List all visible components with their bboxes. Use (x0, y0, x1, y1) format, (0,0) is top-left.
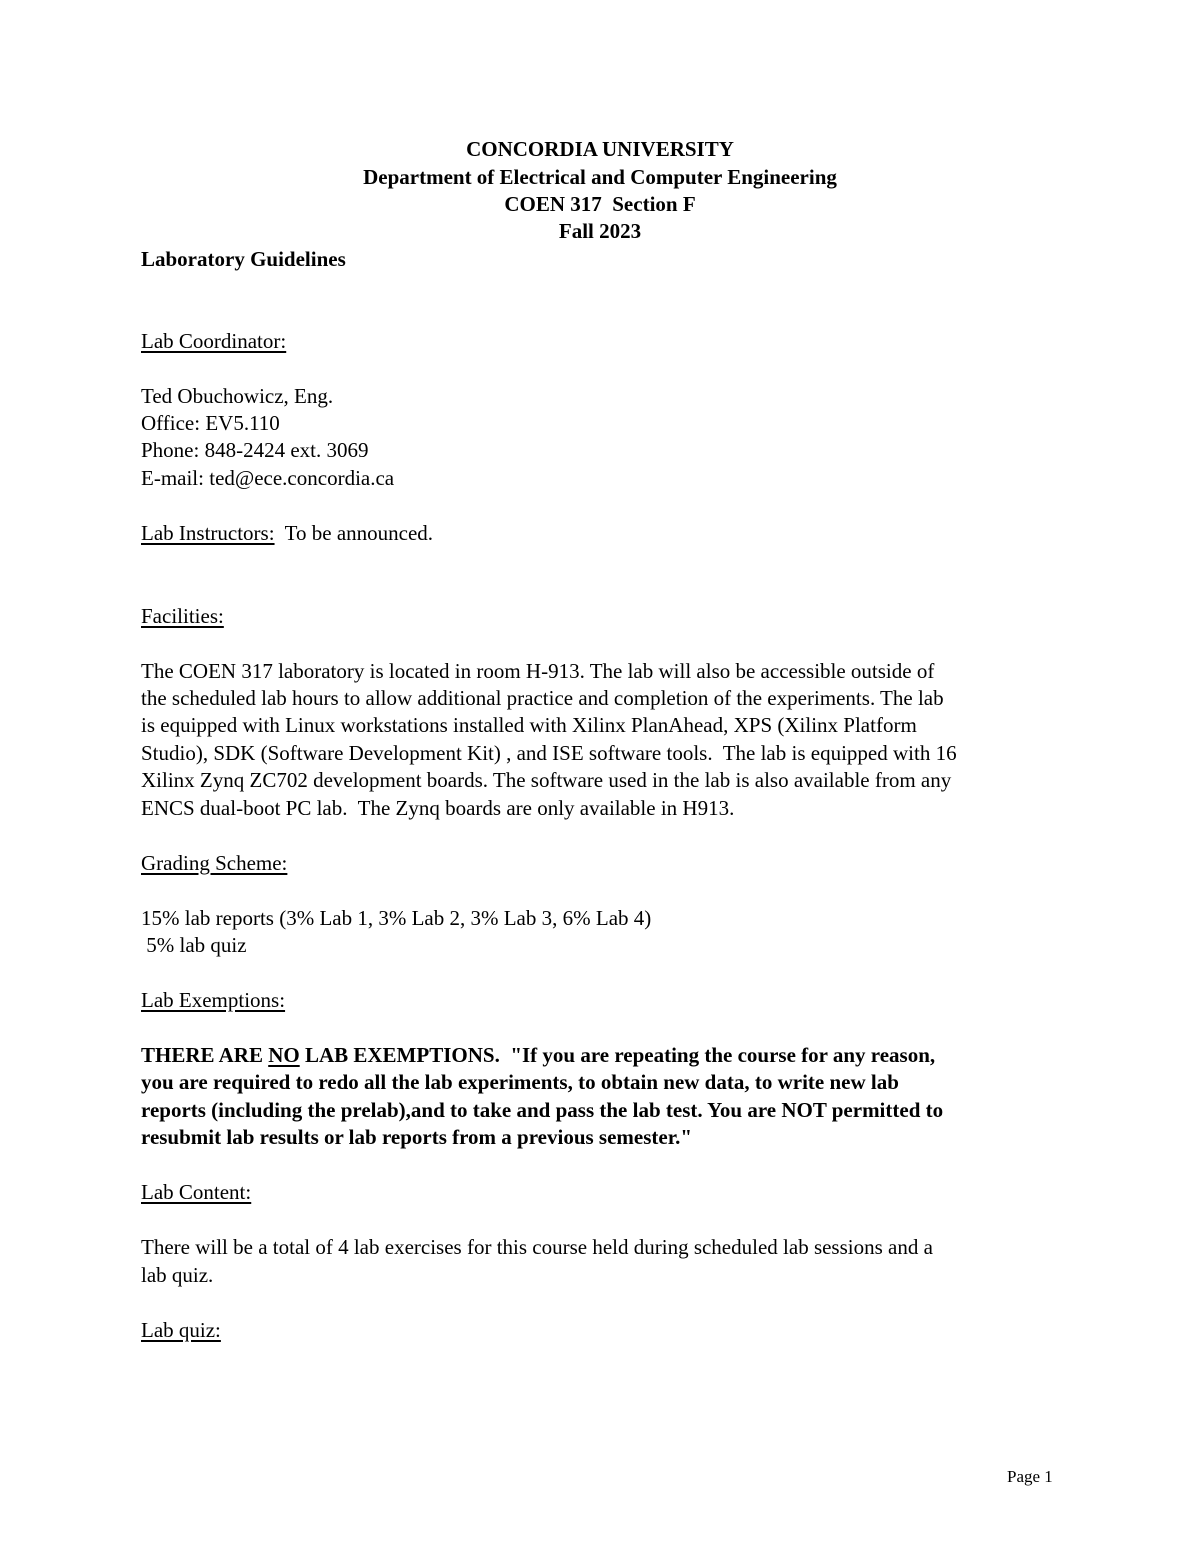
department-name: Department of Electrical and Computer Engineering (363, 165, 837, 189)
facilities-line: the scheduled lab hours to allow additional practice and completion of the experiments. The lab (141, 686, 944, 710)
facilities-line: is equipped with Linux workstations installed with Xilinx PlanAhead, XPS (Xilinx Platform (141, 713, 917, 737)
exemptions-line: resubmit lab results or lab reports from a previous semester." (141, 1125, 693, 1149)
exemptions-line: reports (including the prelab),and to take and pass the lab test. You are NOT permitted to (141, 1098, 944, 1122)
instructors-heading: Lab Instructors: (141, 521, 275, 545)
coordinator-office: Office: EV5.110 (141, 411, 280, 435)
facilities-line: Studio), SDK (Software Development Kit) , and ISE software tools. The lab is equipped with 16 (141, 741, 957, 765)
exemptions-heading: Lab Exemptions: (141, 988, 286, 1012)
facilities-line: Xilinx Zynq ZC702 development boards. The software used in the lab is also available from any (141, 768, 952, 792)
content-heading: Lab Content: (141, 1180, 252, 1204)
page-number: Page 1 (1007, 1467, 1053, 1486)
university-name: CONCORDIA UNIVERSITY (466, 137, 734, 161)
instructors-line (141, 521, 433, 545)
facilities-line: ENCS dual-boot PC lab. The Zynq boards are only available in H913. (141, 796, 735, 820)
content-line: lab quiz. (141, 1263, 214, 1287)
exemptions-text: THERE ARE (141, 1043, 269, 1067)
term: Fall 2023 (558, 219, 642, 243)
facilities-line: The COEN 317 laboratory is located in room H-913. The lab will also be accessible outside of (141, 659, 935, 683)
instructors-text: To be announced. (274, 521, 434, 545)
content-line: There will be a total of 4 lab exercises for this course held during scheduled lab sessions and a (141, 1235, 933, 1259)
course-section: COEN 317 Section F (504, 192, 696, 216)
exemptions-no-emphasis: NO (268, 1043, 300, 1067)
exemptions-line: you are required to redo all the lab experiments, to obtain new data, to write new lab (141, 1070, 899, 1094)
coordinator-phone: Phone: 848-2424 ext. 3069 (141, 438, 369, 462)
facilities-heading: Facilities: (141, 604, 224, 628)
grading-line: 15% lab reports (3% Lab 1, 3% Lab 2, 3% Lab 3, 6% Lab 4) (141, 906, 652, 930)
coordinator-name: Ted Obuchowicz, Eng. (141, 384, 334, 408)
quiz-heading: Lab quiz: (141, 1318, 221, 1342)
exemptions-text: LAB EXEMPTIONS. "If you are repeating the course for any reason, (299, 1043, 936, 1067)
document-title: Laboratory Guidelines (141, 247, 346, 271)
coordinator-email: E-mail: ted@ece.concordia.ca (141, 466, 395, 490)
exemptions-line (141, 1043, 935, 1067)
coordinator-heading: Lab Coordinator: (141, 329, 287, 353)
grading-line: 5% lab quiz (141, 933, 247, 957)
grading-heading: Grading Scheme: (141, 851, 288, 875)
